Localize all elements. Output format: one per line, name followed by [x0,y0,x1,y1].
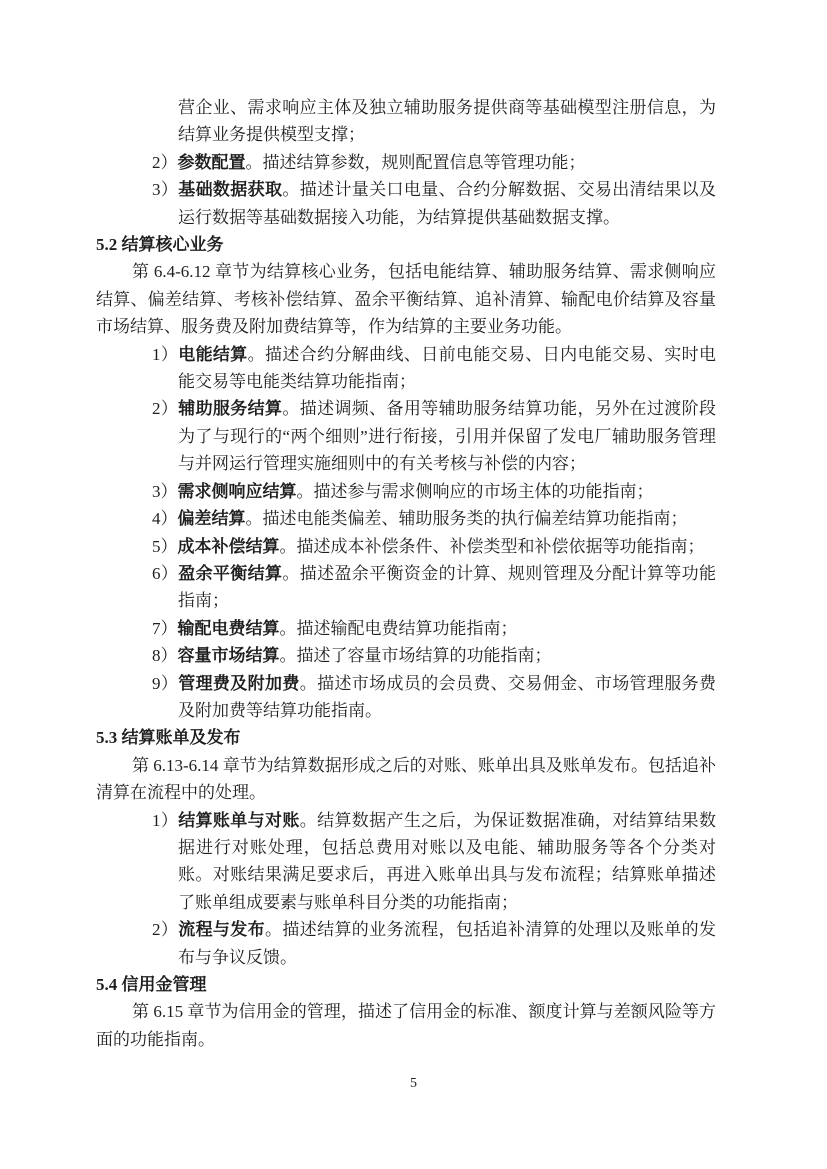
list-item [152,505,716,532]
section-heading: 5.4 信用金管理 [96,975,207,994]
page-number: 5 [410,1076,417,1091]
list-item [152,916,716,971]
list-item-text: 。描述成本补偿条件、补偿类型和补偿依据等功能指南； [279,536,705,556]
list-item-number: 6） [152,563,179,583]
list-item [152,478,716,505]
list-item [152,807,716,917]
list-item-term: 需求侧响应结算 [177,481,297,501]
list-item [152,176,716,231]
list-item [152,149,716,176]
list-item-term: 流程与发布 [178,920,266,940]
list-item-number: 1） [152,344,179,364]
section-heading: 5.3 结算账单及发布 [96,728,241,748]
list-item-text: 。描述盈余平衡资金的计算、规则管理及分配计算等功能指南； [178,563,716,611]
list-item [152,533,716,560]
list-item-term: 输配电费结算 [177,618,280,638]
list-item-term: 辅助服务结算 [178,399,283,419]
list-item-text: 。描述调频、备用等辅助服务结算功能，另外在过渡阶段为了与现行的“两个细则”进行衔接，引用并保留了发电厂辅助服务管理与并网运行管理实施细则中的有关考核与补偿的内容； [178,399,716,474]
list-item-number: 9） [152,673,179,693]
list-item-number: 2） [152,920,179,940]
list-item [152,395,716,477]
list-item-term: 结算账单与对账 [178,810,300,830]
paragraph: 第 6.13-6.14 章节为结算数据形成之后的对账、账单出具及账单发布。包括追补清算在流程中的处理。 [96,755,716,803]
list-item-number: 7） [152,618,178,638]
list-item-text: 。描述参与需求侧响应的市场主体的功能指南； [296,481,654,501]
list-item-term: 基础数据获取 [178,180,283,200]
list-item-text: 。描述结算的业务流程，包括追补清算的处理以及账单的发布与争议反馈。 [178,920,716,967]
list-item-number: 4） [152,509,178,529]
list-item-text: 。描述了容量市场结算的功能指南； [279,646,552,666]
list-item-text: 。描述计量关口电量、合约分解数据、交易出清结果以及运行数据等基础数据接入功能，为结算提供基础数据支撑。 [178,180,716,227]
list-item-text: 。结算数据产生之后，为保证数据准确，对结算结果数据进行对账处理，包括总费用对账以及电能、辅助服务等各个分类对账。对账结果满足要求后，再进入账单出具与发布流程；结算账单描述了账单组成要素与账单科目分类的功能指南； [178,810,716,912]
list-item-number: 2） [152,399,179,419]
list-item-number: 3） [152,481,178,501]
list-item-term: 电能结算 [178,344,248,364]
section-heading: 5.2 结算核心业务 [96,235,224,255]
list-item [152,560,716,615]
list-item-number: 2） [152,152,178,172]
list-item [152,341,716,396]
list-item-term: 容量市场结算 [177,646,280,666]
list-item-text: 。描述电能类偏差、辅助服务类的执行偏差结算功能指南； [245,509,688,529]
list-item-number: 3） [152,180,179,200]
list-item-term: 参数配置 [177,152,246,172]
list-item [152,670,716,725]
list-item-number: 1） [152,810,179,830]
list-item-number: 5） [152,536,178,556]
paragraph: 第 6.4-6.12 章节为结算核心业务，包括电能结算、辅助服务结算、需求侧响应结算、偏差结算、考核补偿结算、盈余平衡结算、追补清算、输配电价结算及容量市场结算、服务费及附加费结算等，作为结算的主要业务功能。 [96,262,716,337]
list-item [152,615,716,642]
list-item [152,642,716,669]
list-item-text: 。描述结算参数，规则配置信息等管理功能； [245,152,586,172]
list-item-term: 管理费及附加费 [178,673,300,693]
list-item-term: 盈余平衡结算 [178,563,283,583]
list-item-number: 8） [152,646,178,666]
list-item-term: 成本补偿结算 [177,536,280,556]
paragraph: 第 6.15 章节为信用金的管理，描述了信用金的标准、额度计算与差额风险等方面的功能指南。 [96,1002,716,1049]
list-item-text: 。描述合约分解曲线、日前电能交易、日内电能交易、实时电能交易等电能类结算功能指南； [178,344,716,392]
document-body [96,94,716,1053]
list-item-continuation: 营企业、需求响应主体及独立辅助服务提供商等基础模型注册信息，为结算业务提供模型支撑； [178,98,716,145]
list-item-term: 偏差结算 [177,509,246,529]
list-item-text: 。描述市场成员的会员费、交易佣金、市场管理服务费及附加费等结算功能指南。 [178,673,716,720]
list-item-text: 。描述输配电费结算功能指南； [279,618,518,638]
